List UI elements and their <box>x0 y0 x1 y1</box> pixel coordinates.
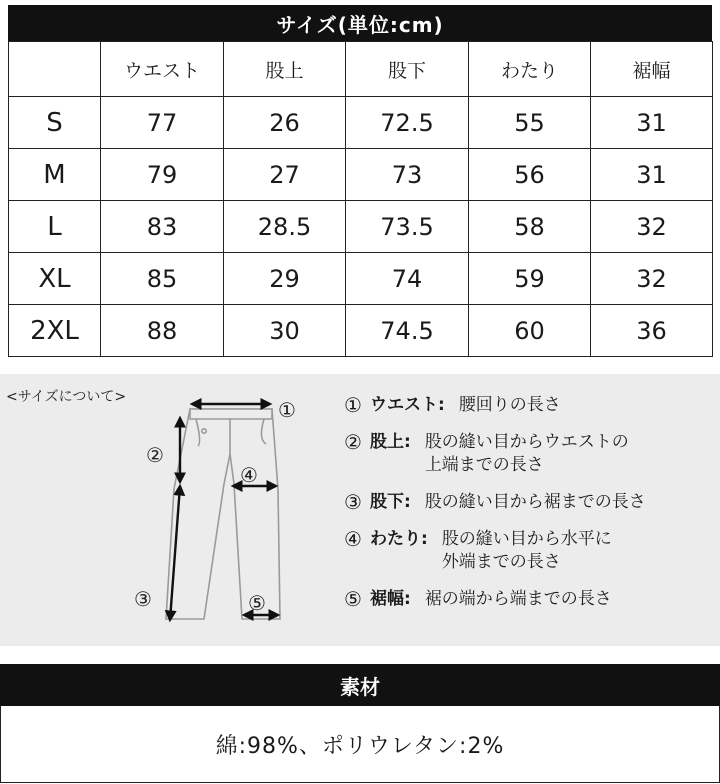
table-cell: 32 <box>591 201 713 253</box>
marker-thigh: ④ <box>240 463 258 487</box>
table-cell: 73 <box>346 149 469 201</box>
table-cell: 28.5 <box>224 201 346 253</box>
legend-number: ⑤ <box>344 587 362 611</box>
legend-number: ③ <box>344 490 362 514</box>
column-header-rise: 股上 <box>224 42 346 97</box>
legend-key: わたり: <box>370 529 428 549</box>
size-label: XL <box>9 253 101 305</box>
legend-description: 裾の端から端までの長さ <box>424 589 612 609</box>
marker-hem: ⑤ <box>248 591 266 615</box>
table-cell: 88 <box>101 305 224 357</box>
size-table-header-row <box>9 42 713 97</box>
size-label: S <box>9 97 101 149</box>
legend-item-waist <box>344 394 714 417</box>
table-cell: 60 <box>469 305 591 357</box>
table-cell: 74 <box>346 253 469 305</box>
table-cell: 27 <box>224 149 346 201</box>
size-chart-title: サイズ(単位:cm) <box>8 5 712 41</box>
pants-outline-icon <box>166 409 280 619</box>
table-row <box>9 305 713 357</box>
table-row <box>9 97 713 149</box>
column-header <box>9 42 101 97</box>
legend-description: 股の縫い目から裾までの長さ <box>424 492 646 512</box>
material-title: 素材 <box>0 664 720 706</box>
size-table <box>8 41 713 357</box>
column-header-hem: 裾幅 <box>591 42 713 97</box>
column-header-waist: ウエスト <box>101 42 224 97</box>
pants-measurement-diagram <box>130 384 310 634</box>
size-label: 2XL <box>9 305 101 357</box>
table-row <box>9 149 713 201</box>
material-composition: 綿:98%、ポリウレタン:2% <box>0 706 720 783</box>
size-guide-section <box>0 374 720 646</box>
legend-key: 股下: <box>370 492 411 512</box>
table-cell: 36 <box>591 305 713 357</box>
legend-number: ① <box>344 393 362 417</box>
legend-description: 股の縫い目からウエストの 上端までの長さ <box>424 432 629 475</box>
legend-description: 股の縫い目から水平に 外端までの長さ <box>441 529 612 572</box>
table-cell: 59 <box>469 253 591 305</box>
legend-number: ② <box>344 430 362 454</box>
legend-number: ④ <box>344 527 362 551</box>
legend-description: 腰回りの長さ <box>458 395 561 415</box>
table-row <box>9 201 713 253</box>
table-cell: 56 <box>469 149 591 201</box>
measurement-legend <box>344 394 714 625</box>
marker-rise: ② <box>146 443 164 467</box>
table-cell: 77 <box>101 97 224 149</box>
legend-key: 股上: <box>370 432 411 452</box>
table-cell: 72.5 <box>346 97 469 149</box>
size-guide-title: <サイズについて> <box>6 389 127 405</box>
table-cell: 85 <box>101 253 224 305</box>
legend-key: 裾幅: <box>370 589 411 609</box>
table-cell: 26 <box>224 97 346 149</box>
size-label: L <box>9 201 101 253</box>
table-cell: 31 <box>591 149 713 201</box>
legend-key: ウエスト: <box>370 395 445 415</box>
legend-item-hem <box>344 588 714 611</box>
table-cell: 32 <box>591 253 713 305</box>
marker-waist: ① <box>278 398 296 422</box>
table-cell: 30 <box>224 305 346 357</box>
legend-item-inseam <box>344 491 714 514</box>
table-cell: 83 <box>101 201 224 253</box>
column-header-inseam: 股下 <box>346 42 469 97</box>
table-cell: 74.5 <box>346 305 469 357</box>
size-label: M <box>9 149 101 201</box>
legend-item-thigh <box>344 528 714 574</box>
table-cell: 29 <box>224 253 346 305</box>
table-cell: 31 <box>591 97 713 149</box>
column-header-thigh: わたり <box>469 42 591 97</box>
table-row <box>9 253 713 305</box>
table-cell: 55 <box>469 97 591 149</box>
table-cell: 79 <box>101 149 224 201</box>
table-cell: 73.5 <box>346 201 469 253</box>
legend-item-rise <box>344 431 714 477</box>
table-cell: 58 <box>469 201 591 253</box>
marker-inseam: ③ <box>134 587 152 611</box>
